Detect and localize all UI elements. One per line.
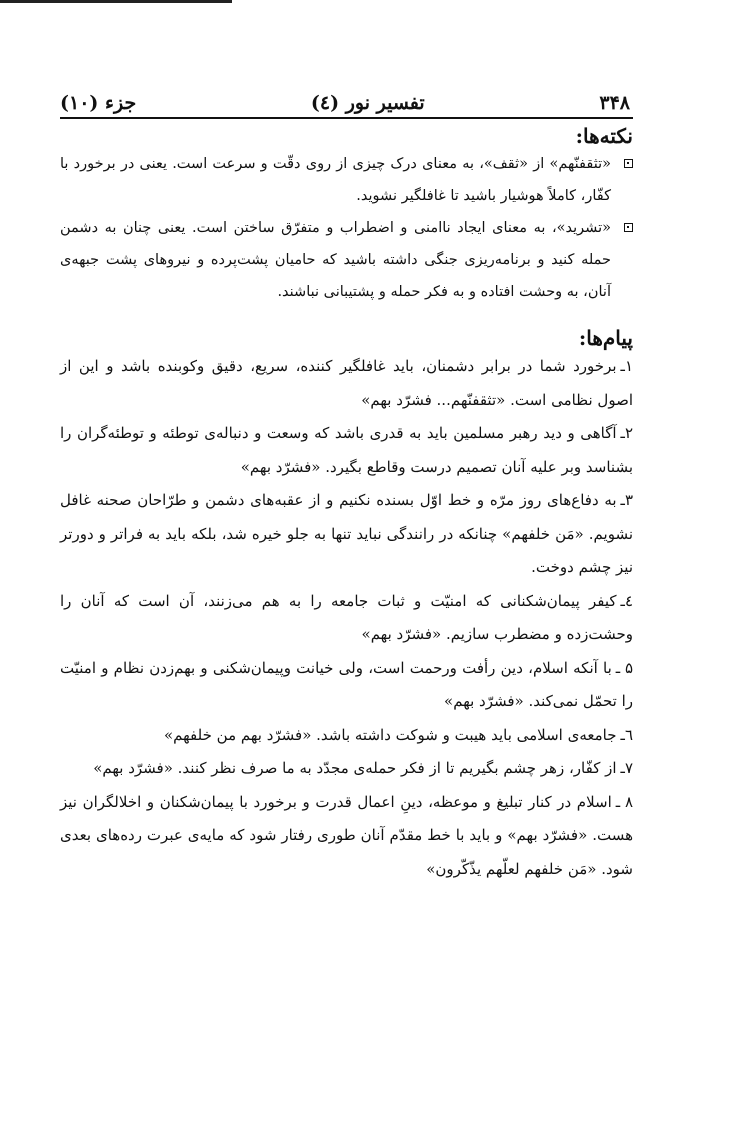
message-number: ۸ ـ — [615, 792, 633, 811]
header-divider — [60, 117, 633, 119]
message-item — [60, 752, 633, 786]
square-bullet-icon — [624, 223, 633, 232]
message-item — [60, 652, 633, 719]
message-number: ۲ـ — [620, 424, 633, 442]
message-item — [60, 719, 633, 753]
message-item — [60, 417, 633, 484]
message-number: ۳ـ — [620, 491, 633, 509]
square-bullet-icon — [624, 159, 633, 168]
message-item — [60, 350, 633, 417]
book-title: تفسیر نور (٤) — [310, 92, 425, 114]
note-item — [60, 212, 633, 308]
message-number: ٤ـ — [620, 591, 633, 610]
message-text: از کفّار، زهر چشم بگیریم تا از فکر حمله‌ی مجدّد به ما صرف نظر کنند. «فشرّد بهم» — [93, 759, 617, 777]
messages-heading: پیام‌ها: — [578, 326, 633, 350]
page-number: ۳۴۸ — [599, 92, 630, 114]
message-text: به دفاع‌های روز مرّه و خط اوّل بسنده نکنیم و از عقبه‌های دشمن و طرّاحان صحنه غافل نشویم. «مَن خلفهم» چنانکه در رانندگی نباید تنها به جلو خیره شد، بلکه باید به فراتر و دورتر نیز چشم دوخت. — [60, 491, 633, 576]
note-text: «تشرید»، به معنای ایجاد ناامنی و اضطراب و متفرّق ساختن است. یعنی چنان به دشمن حمله کنید و برنامه‌ریزی جنگی داشته باشید که حامیان پشت‌پرده و نیروهای پشت جبهه‌ی آنان، به وحشت افتاده و به فکر حمله و پشتیبانی نباشند. — [60, 220, 611, 300]
message-item — [60, 786, 633, 887]
page-body — [60, 124, 633, 886]
notes-heading: نکته‌ها: — [575, 124, 633, 148]
message-text: کیفر پیمان‌شکنانی که امنیّت و ثبات جامعه را به هم می‌زنند، آن است که آنان را وحشت‌زده و مضطرب سازیم. «فشرّد بهم» — [60, 591, 633, 643]
message-item — [60, 484, 633, 585]
message-number: ۵ ـ — [615, 658, 633, 677]
message-text: جامعه‌ی اسلامی باید هیبت و شوکت داشته باشد. «فشرّد بهم من خلفهم» — [163, 725, 617, 744]
message-number: ۱ـ — [620, 357, 633, 375]
message-item — [60, 585, 633, 652]
message-text: آگاهی و دید رهبر مسلمین باید به قدری باشد که وسعت و دنباله‌ی توطئه و توطئه‌گران را بشناسد وبر علیه آنان تصمیم درست وقاطع بگیرد. «فشرّد بهم» — [60, 424, 633, 476]
part-label: جزء (۱۰) — [60, 92, 137, 114]
message-number: ۷ـ — [620, 759, 633, 777]
message-number: ٦ـ — [620, 725, 633, 744]
message-text: اسلام در کنار تبلیغ و موعظه، دینِ اعمال قدرت و برخورد با پیمان‌شکنان و اخلالگران نیز هست. «فشرّد بهم» و باید با خط مقدّم آنان طوری رفتار شود که مایه‌ی عبرت رده‌های بعدی شود. «مَن خلفهم لعلّهم یذّکّرون» — [60, 792, 633, 878]
message-text: برخورد شما در برابر دشمنان، باید غافلگیر کننده، سریع، دقیق وکوبنده باشد و این از اصول نظامی است. «تثقفنّهم... فشرّد بهم» — [60, 357, 633, 409]
page-header — [60, 86, 630, 114]
note-text: «تثقفنّهم» از «ثقف»، به معنای درک چیزی از روی دقّت و سرعت است. یعنی در برخورد با کفّار، کاملاً هوشیار باشید تا غافلگیر نشوید. — [60, 156, 611, 204]
message-text: با آنکه اسلام، دین رأفت ورحمت است، ولی خیانت وپیمان‌شکنی و بهم‌زدن نظام و امنیّت را تحمّل نمی‌کند. «فشرّد بهم» — [60, 658, 633, 710]
scan-edge-line — [0, 0, 232, 3]
note-item — [60, 148, 633, 212]
